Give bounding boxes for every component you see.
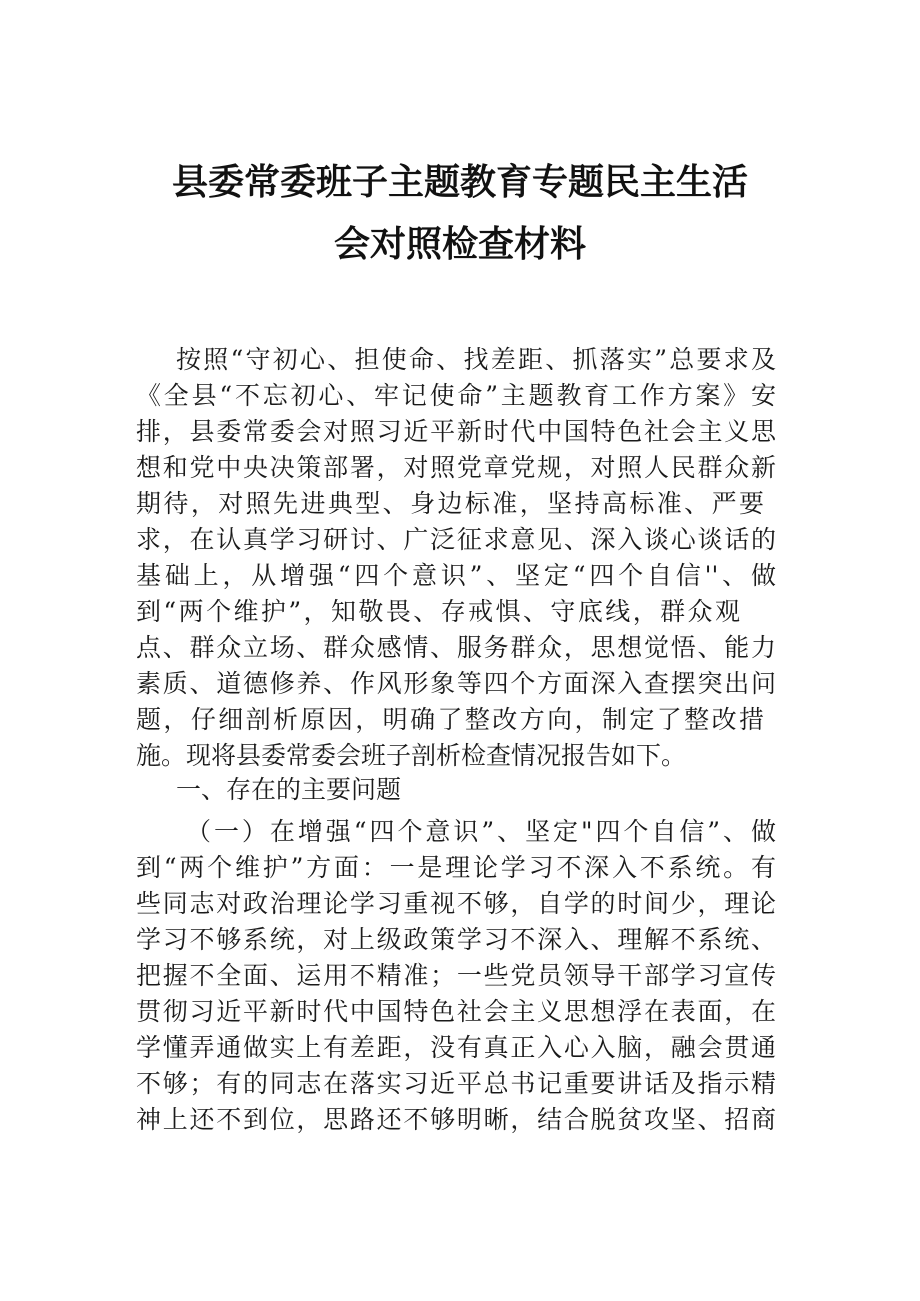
- intro-line-2: 《全县“不忘初心、牢记使命”主题教育工作方案》安: [136, 381, 776, 410]
- intro-line-1: 按照“守初心、担使命、找差距、抓落实”总要求及: [176, 345, 776, 374]
- section1-line-7: 学懂弄通做实上有差距，没有真正入心入脑，融会贯通: [136, 1033, 776, 1062]
- section1-line-3: 些同志对政治理论学习重视不够，自学的时间少，理论: [136, 889, 776, 918]
- intro-line-8: 到“两个维护”，知敬畏、存戒惧、守底线，群众观: [136, 597, 740, 626]
- intro-line-4: 想和党中央决策部署，对照党章党规，对照人民群众新: [136, 453, 776, 482]
- document-title-line-2: 会对照检查材料: [333, 224, 586, 265]
- section1-line-4: 学习不够系统，对上级政策学习不深入、理解不系统、: [136, 925, 776, 954]
- intro-line-9: 点、群众立场、群众感情、服务群众，思想觉悟、能力: [136, 633, 776, 662]
- section1-line-1: （一）在增强“四个意识”、坚定"四个自信”、做: [186, 817, 776, 846]
- intro-line-7: 基础上，从增强“四个意识”、坚定“四个自信''、做: [136, 561, 776, 590]
- section-heading-main-problems: 一、存在的主要问题: [176, 775, 402, 804]
- section1-line-8: 不够；有的同志在落实习近平总书记重要讲话及指示精: [136, 1069, 776, 1098]
- intro-line-11: 题，仔细剖析原因，明确了整改方向，制定了整改措: [136, 705, 764, 734]
- intro-line-6: 求，在认真学习研讨、广泛征求意见、深入谈心谈话的: [136, 525, 776, 554]
- intro-line-3: 排，县委常委会对照习近平新时代中国特色社会主义思: [136, 417, 776, 446]
- document-title-line-1: 县委常委班子主题教育专题民主生活: [171, 162, 748, 203]
- intro-line-10: 素质、道德修养、作风形象等四个方面深入查摆突出问: [136, 669, 776, 698]
- section1-line-5: 把握不全面、运用不精准；一些党员领导干部学习宣传: [136, 961, 776, 990]
- section1-line-9: 神上还不到位，思路还不够明晰，结合脱贫攻坚、招商: [136, 1105, 776, 1134]
- section1-line-2: 到“两个维护”方面：一是理论学习不深入不系统。有: [136, 853, 776, 882]
- intro-line-12: 施。现将县委常委会班子剖析检查情况报告如下。: [136, 741, 687, 770]
- intro-line-5: 期待，对照先进典型、身边标准，坚持高标准、严要: [136, 489, 764, 518]
- section1-line-6: 贯彻习近平新时代中国特色社会主义思想浮在表面，在: [136, 997, 776, 1026]
